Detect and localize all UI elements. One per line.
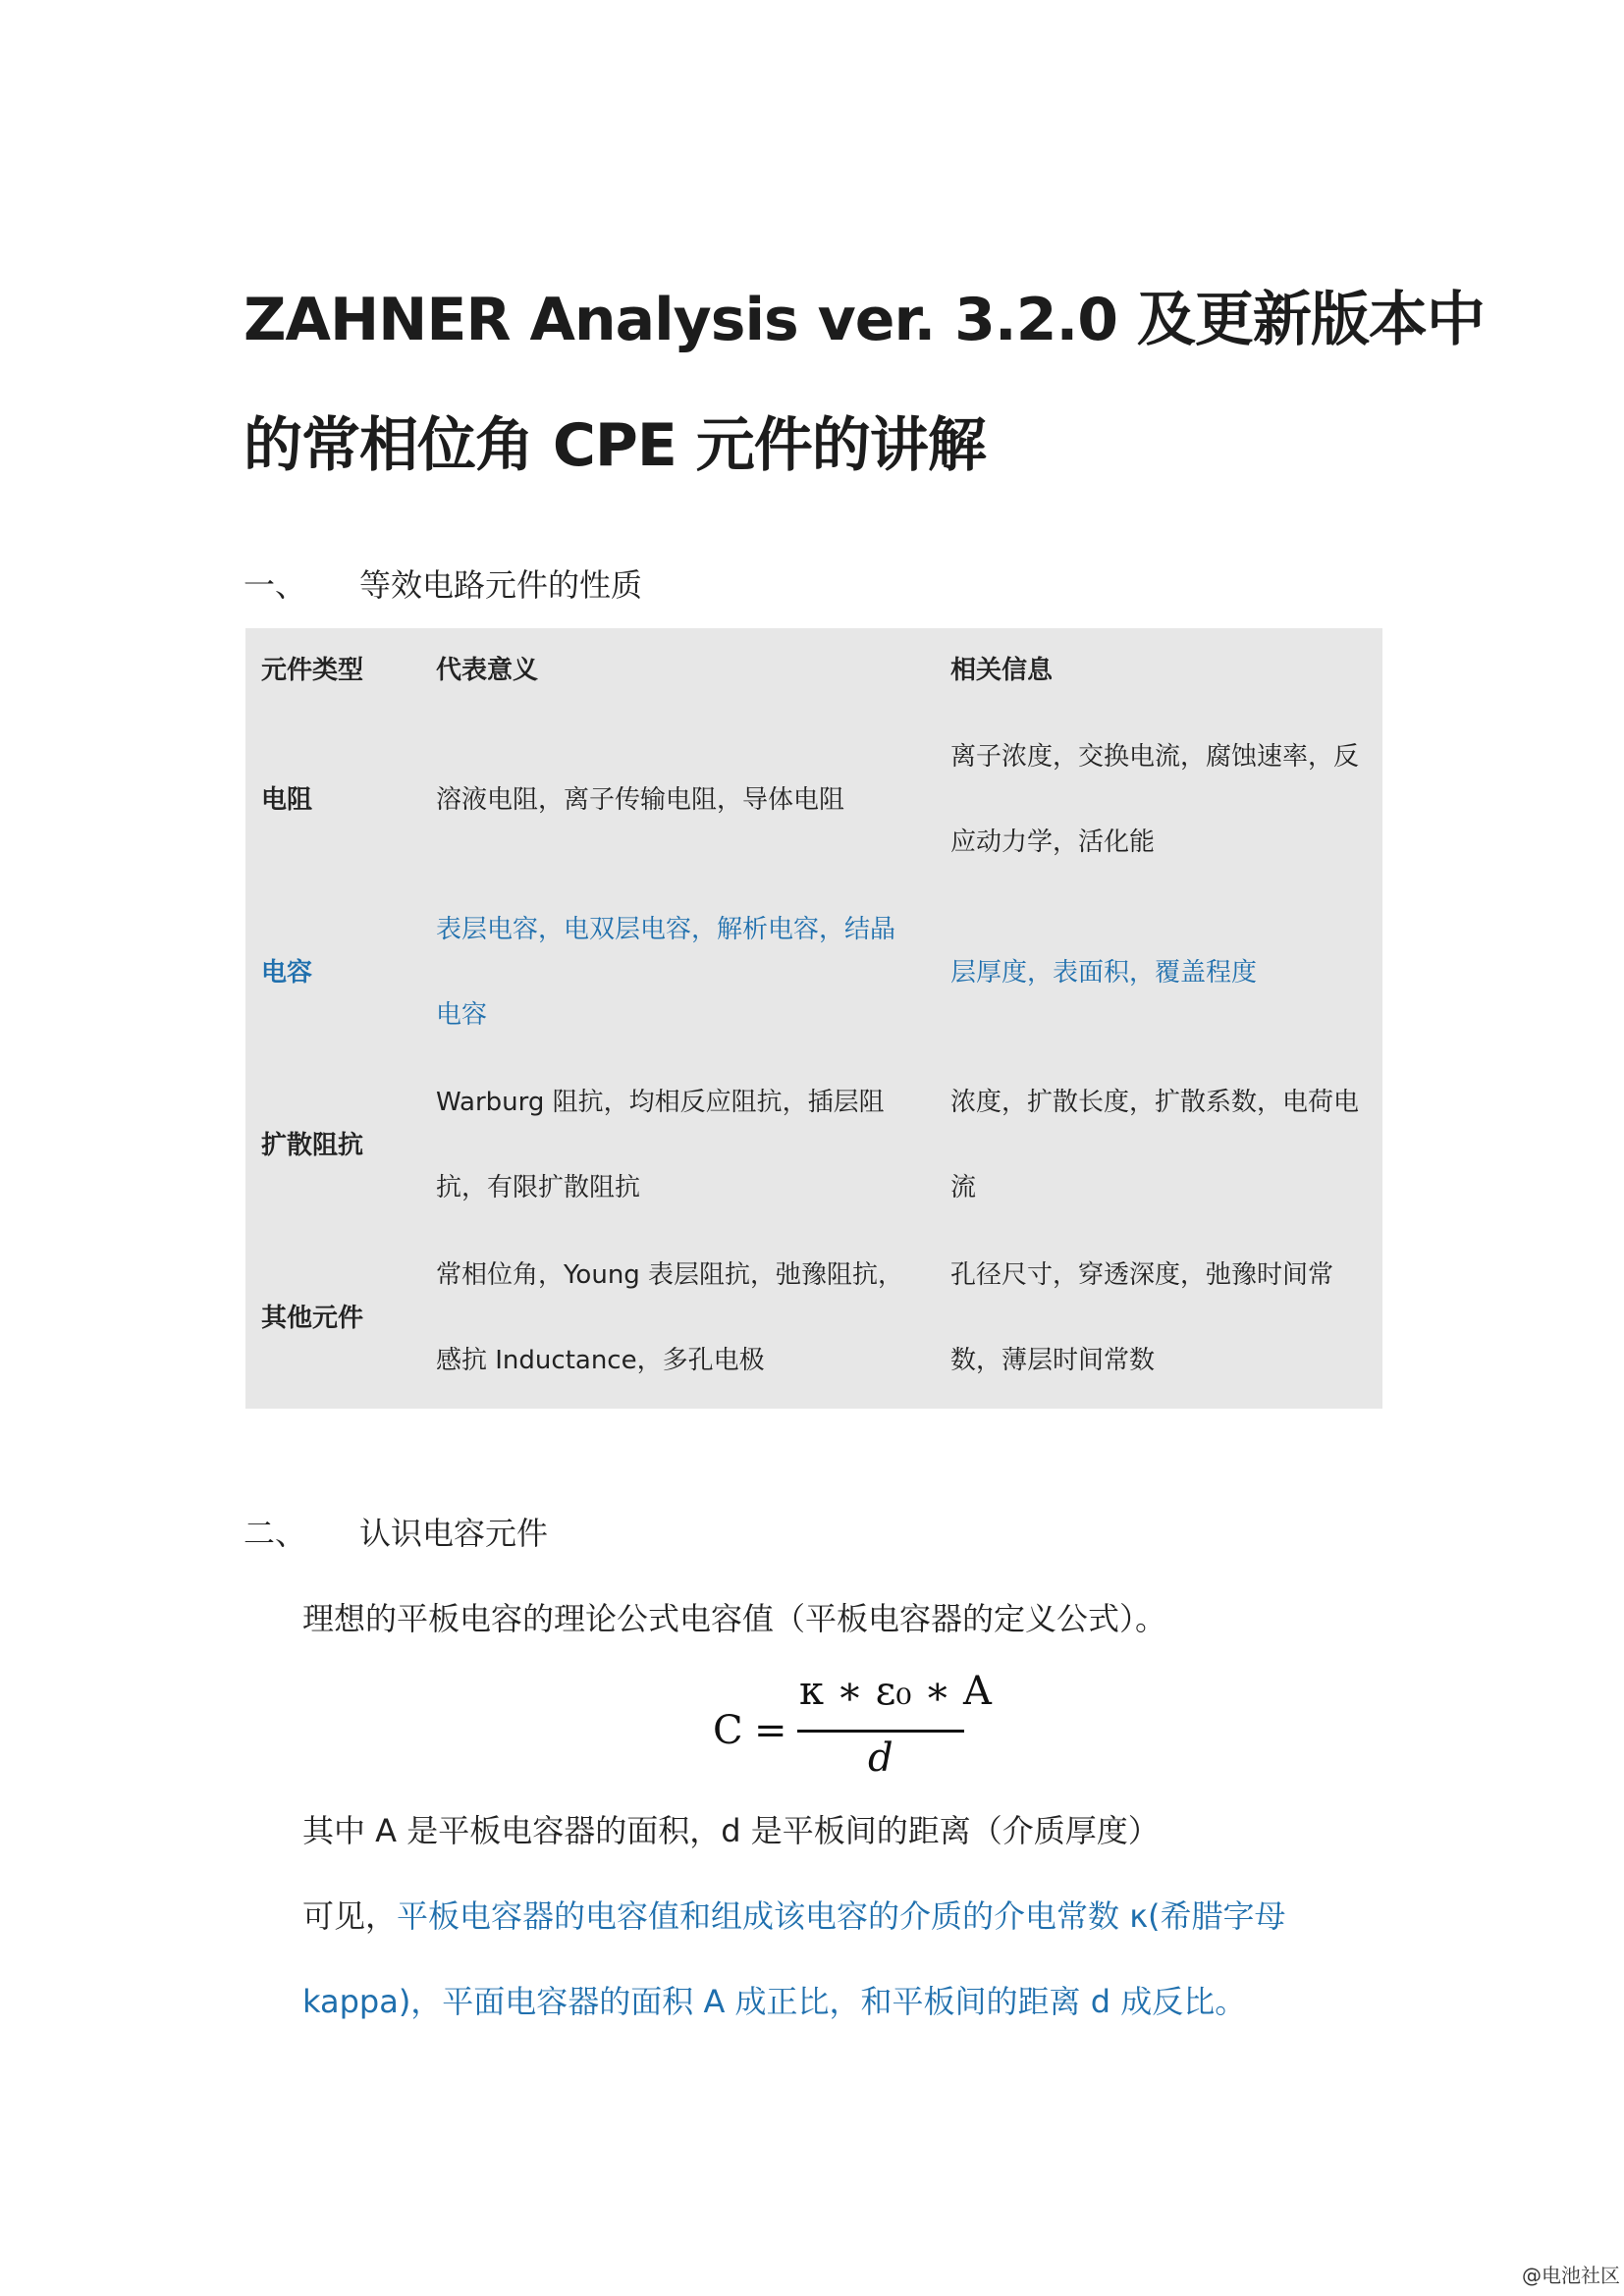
header-meaning: 代表意义: [436, 656, 539, 685]
title-line-2: 的常相位角 CPE 元件的讲解: [244, 411, 986, 480]
conclusion-highlight: 平板电容器的电容值和组成该电容的介质的介电常数 κ(希腊字母 kappa)，平面电容器的面积 A 成正比，和平板间的距离 d 成反比。: [302, 1897, 1286, 2020]
title-line-1: ZAHNER Analysis ver. 3.2.0 及更新版本中: [244, 286, 1485, 354]
formula-denominator: d: [868, 1735, 893, 1781]
table-row-diffusion: [245, 1059, 1382, 1232]
section-1-heading: [244, 563, 642, 607]
cell-type: 其他元件: [261, 1303, 364, 1333]
table-row-capacitor: [245, 886, 1382, 1059]
cell-type: 电阻: [261, 784, 313, 815]
formula-lhs: C: [713, 1708, 743, 1753]
header-element-type: 元件类型: [261, 656, 364, 685]
section-2-number: 二、: [244, 1515, 307, 1552]
conclusion-prefix: 可见，: [302, 1897, 398, 1935]
cell-info: 层厚度，表面积，覆盖程度: [950, 957, 1258, 988]
capacitor-intro-text: 理想的平板电容的理论公式电容值（平板电容器的定义公式）。: [302, 1600, 1167, 1637]
cell-meaning: 溶液电阻，离子传输电阻，导体电阻: [436, 784, 845, 815]
formula-explanation-text: 其中 A 是平板电容器的面积，d 是平板间的距离（介质厚度）: [302, 1812, 1160, 1849]
cell-meaning: Warburg 阻抗，均相反应阻抗，插层阻抗，有限扩散阻抗: [436, 1088, 885, 1202]
section-1-title: 等效电路元件的性质: [359, 566, 643, 604]
header-related-info: 相关信息: [950, 656, 1054, 685]
table-header-row: [245, 628, 1382, 714]
document-title: [244, 257, 1485, 508]
cell-info: 孔径尺寸，穿透深度，弛豫时间常数，薄层时间常数: [950, 1260, 1334, 1375]
conclusion-text: [302, 1874, 1392, 2045]
section-1-number: 一、: [244, 566, 307, 604]
cell-type: 电容: [261, 957, 313, 988]
table-row-other: [245, 1232, 1382, 1405]
section-2-title: 认识电容元件: [359, 1515, 549, 1552]
watermark-text: @电池社区: [1522, 2264, 1620, 2287]
cell-info: 浓度，扩散长度，扩散系数，电荷电流: [950, 1088, 1360, 1202]
capacitance-formula: [713, 1669, 992, 1787]
cell-meaning: 常相位角，Young 表层阻抗，弛豫阻抗，感抗 Inductance，多孔电极: [436, 1260, 904, 1375]
table-row-resistor: [245, 714, 1382, 886]
formula-numerator: κ ∗ ε₀ ∗ A: [799, 1669, 992, 1714]
cell-info: 离子浓度，交换电流，腐蚀速率，反应动力学，活化能: [950, 742, 1360, 857]
circuit-elements-table: [245, 628, 1382, 1409]
cell-type: 扩散阻抗: [261, 1130, 364, 1160]
formula-equals: =: [754, 1708, 787, 1753]
section-2-heading: [244, 1512, 548, 1555]
fraction-bar: [797, 1730, 964, 1733]
cell-meaning: 表层电容，电双层电容，解析电容，结晶电容: [436, 915, 896, 1030]
